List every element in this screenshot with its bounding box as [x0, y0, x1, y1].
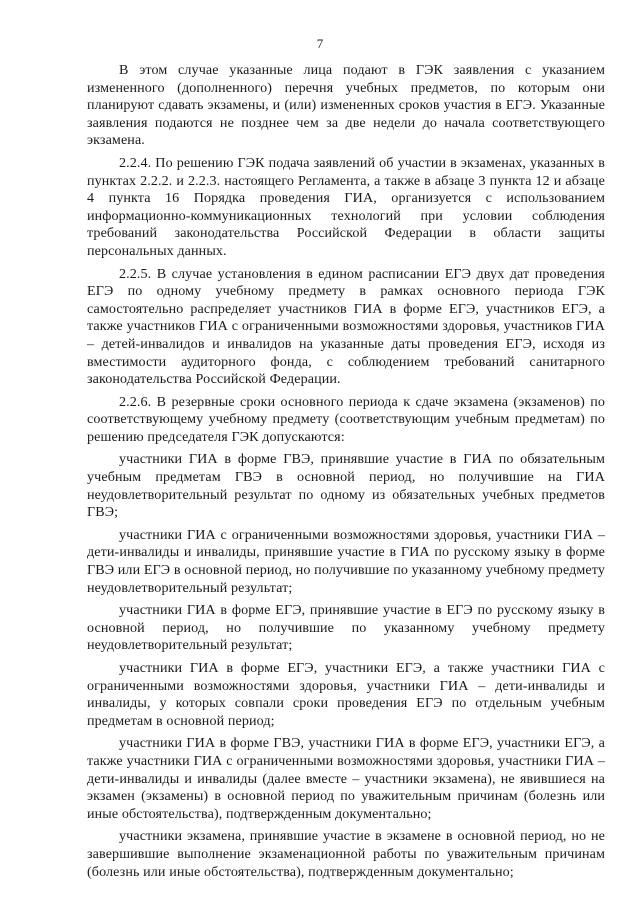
- paragraph: 2.2.6. В резервные сроки основного периода к сдаче экзамена (экзаменов) по соответствующему учебному предмету (соответствующим учебным предметам) по решению председателя ГЭК допускаются:: [87, 393, 605, 445]
- document-body: [87, 62, 605, 884]
- paragraph: 2.2.4. По решению ГЭК подача заявлений об участии в экзаменах, указанных в пунктах 2.2.2. и 2.2.3. настоящего Регламента, а также в абзаце 3 пункта 12 и абзаце 4 пункта 16 Порядка проведения ГИА, организуется с использованием информационно-коммуникационных технологий при условии соблюдения требований законодательства Российской Федерации в области защиты персональных данных.: [87, 154, 605, 259]
- paragraph: участники ГИА в форме ГВЭ, принявшие участие в ГИА по обязательным учебным предметам ГВЭ в основной период, но получившие на ГИА неудовлетворительный результат по одному из обязательных учебных предметов ГВЭ;: [87, 451, 605, 521]
- paragraph: участники ГИА в форме ЕГЭ, принявшие участие в ЕГЭ по русскому языку в основной период, но получившие по указанному учебному предмету неудовлетворительный результат;: [87, 602, 605, 654]
- paragraph: В этом случае указанные лица подают в ГЭК заявления с указанием измененного (дополненного) перечня учебных предметов, по которым они планируют сдавать экзамены, и (или) измененных сроков участия в ЕГЭ. Указанные заявления подаются не позднее чем за две недели до начала соответствующего экзамена.: [87, 62, 605, 149]
- paragraph: участники ГИА с ограниченными возможностями здоровья, участники ГИА – дети-инвалиды и инвалиды, принявшие участие в ГИА по русскому языку в форме ГВЭ или ЕГЭ в основной период, но получившие по указанному учебному предмету неудовлетворительный результат;: [87, 526, 605, 596]
- paragraph: участники ГИА в форме ГВЭ, участники ГИА в форме ЕГЭ, участники ЕГЭ, а также участники ГИА с ограниченными возможностями здоровья, участники ГИА – дети-инвалиды и инвалиды (далее вместе – участники экзамена), не явившиеся на экзамен (экзамены) в основной период по уважительным причинам (болезнь или иные обстоятельства), подтвержденным документально;: [87, 735, 605, 822]
- paragraph: участники ГИА в форме ЕГЭ, участники ЕГЭ, а также участники ГИА с ограниченными возможностями здоровья, участники ГИА – дети-инвалиды и инвалиды, у которых совпали сроки проведения ЕГЭ по отдельным учебным предметам в основной период;: [87, 660, 605, 729]
- paragraph: 2.2.5. В случае установления в едином расписании ЕГЭ двух дат проведения ЕГЭ по одному учебному предмету в рамках основного периода ГЭК самостоятельно распределяет участников ГИА в форме ЕГЭ, участников ЕГЭ, а также участников ГИА с ограниченными возможностями здоровья, участников ГИА – детей-инвалидов и инвалидов на указанные даты проведения ЕГЭ, исходя из вместимости аудиторного фонда, с соблюдением требований санитарного законодательства Российской Федерации.: [87, 265, 605, 388]
- paragraph: участники экзамена, принявшие участие в экзамене в основной период, но не завершившие выполнение экзаменационной работы по уважительным причинам (болезнь или иные обстоятельства), подтвержденным документально;: [87, 828, 605, 880]
- page-number: 7: [316, 36, 324, 51]
